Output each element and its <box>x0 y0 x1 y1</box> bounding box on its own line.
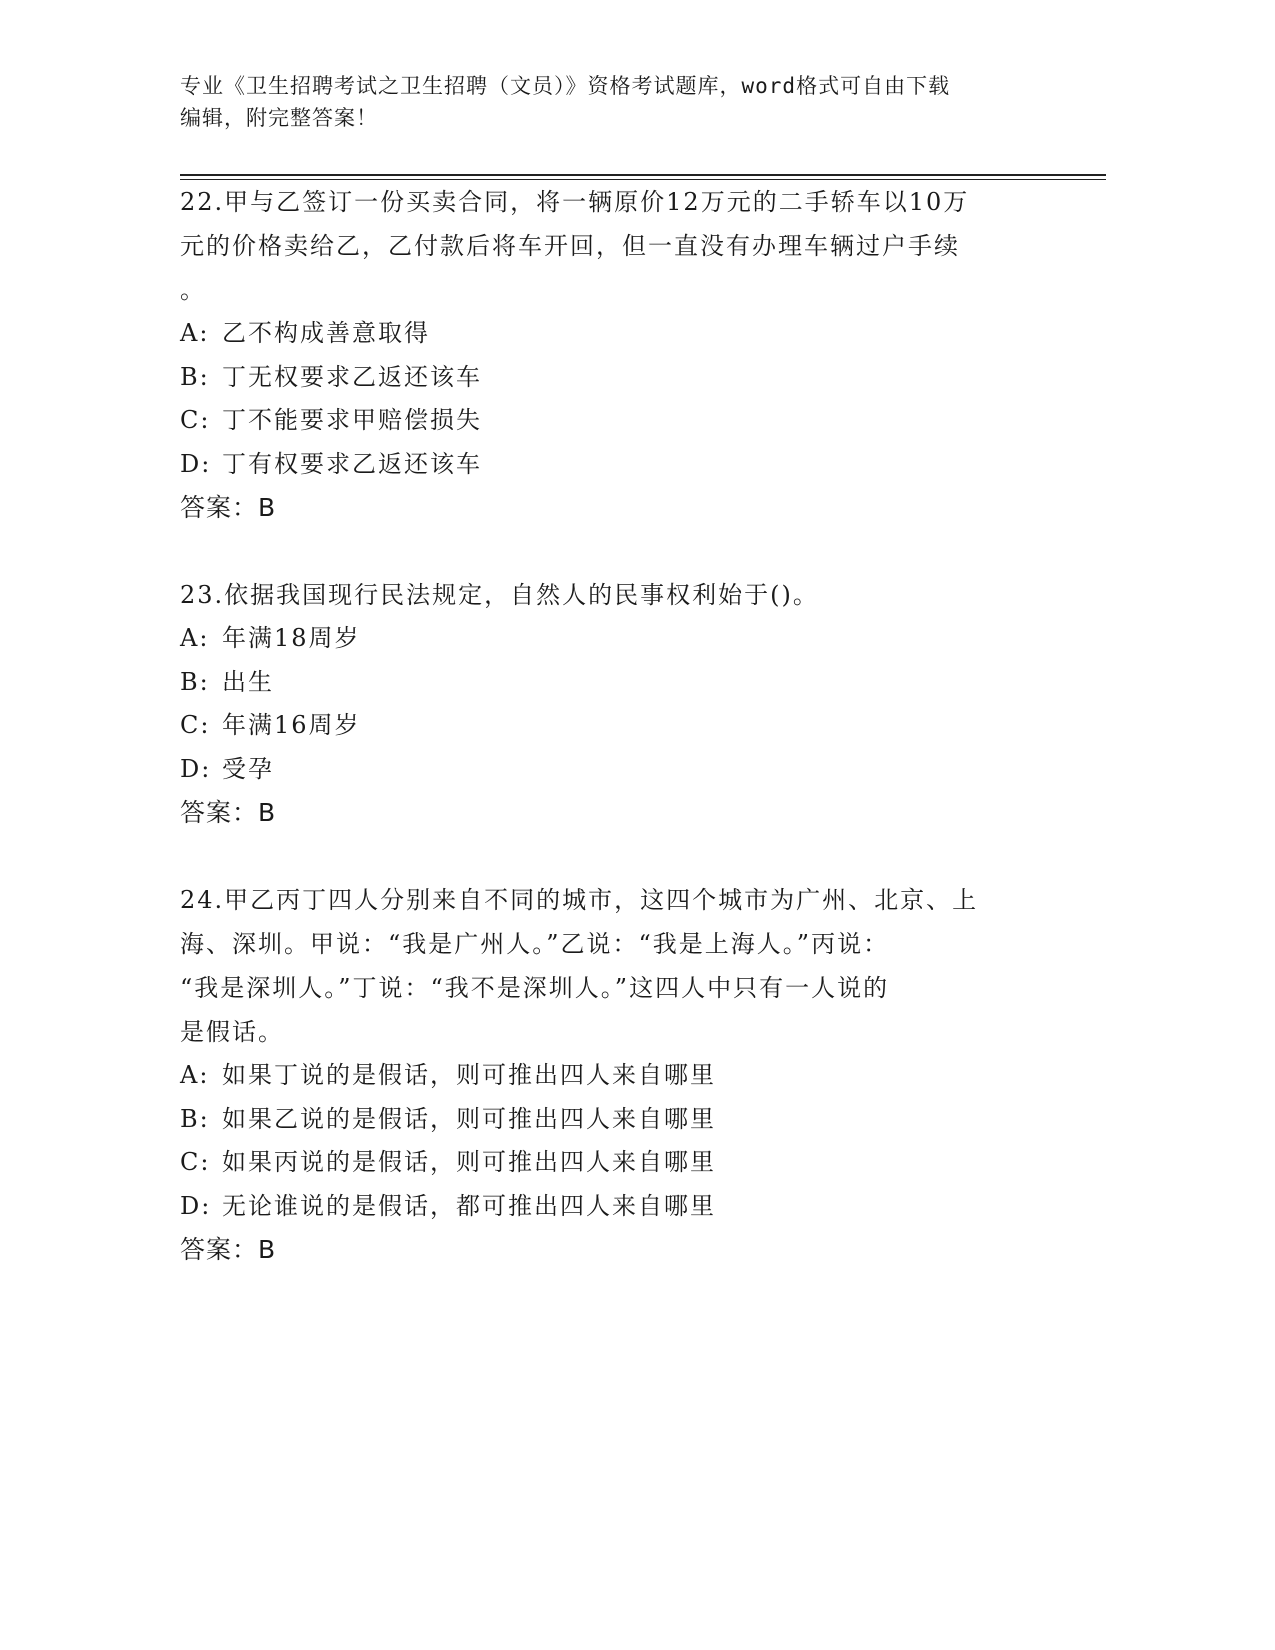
question-stem-line: 元的价格卖给乙，乙付款后将车开回，但一直没有办理车辆过户手续 <box>180 232 960 260</box>
option-c <box>180 399 1050 443</box>
question-23 <box>180 573 1050 835</box>
option-key: D: <box>180 754 212 783</box>
option-key: B: <box>180 667 210 696</box>
question-24 <box>180 878 1050 1272</box>
option-text: 如果丙说的是假话，则可推出四人来自哪里 <box>222 1148 716 1176</box>
question-stem-line: 。 <box>180 276 206 304</box>
option-text: 无论谁说的是假话，都可推出四人来自哪里 <box>222 1191 716 1220</box>
option-a <box>180 1054 1050 1098</box>
option-b <box>180 356 1050 400</box>
question-stem-line: 是假话。 <box>180 1018 284 1046</box>
option-key: A: <box>180 319 210 347</box>
option-c <box>180 704 1050 748</box>
option-key: C: <box>180 1148 211 1176</box>
option-a <box>180 312 1050 356</box>
option-key: A: <box>180 1061 210 1089</box>
answer-line: 答案：B <box>180 493 277 522</box>
option-text: 丁无权要求乙返还该车 <box>222 362 482 391</box>
option-key: B: <box>180 1104 210 1133</box>
header-line-1: 专业《卫生招聘考试之卫生招聘（文员）》资格考试题库，word格式可自由下载 <box>180 74 951 98</box>
option-a <box>180 617 1050 661</box>
option-text: 受孕 <box>222 754 274 783</box>
option-text: 丁不能要求甲赔偿损失 <box>222 406 482 434</box>
option-b <box>180 1098 1050 1142</box>
question-stem-line: 海、深圳。甲说：“我是广州人。”乙说：“我是上海人。”丙说： <box>180 930 890 958</box>
question-stem-line: 23.依据我国现行民法规定，自然人的民事权利始于()。 <box>180 581 819 609</box>
option-key: A: <box>180 624 210 652</box>
option-d <box>180 443 1050 487</box>
option-key: D: <box>180 449 212 478</box>
page-header <box>180 70 1060 134</box>
option-text: 如果乙说的是假话，则可推出四人来自哪里 <box>222 1104 716 1133</box>
question-stem-line: 22.甲与乙签订一份买卖合同，将一辆原价12万元的二手轿车以10万 <box>180 188 970 216</box>
option-key: D: <box>180 1191 212 1220</box>
option-text: 年满18周岁 <box>222 624 361 652</box>
option-key: C: <box>180 711 211 739</box>
option-text: 乙不构成善意取得 <box>222 319 430 347</box>
option-b <box>180 661 1050 705</box>
option-key: C: <box>180 406 211 434</box>
option-text: 出生 <box>222 667 274 696</box>
option-d <box>180 748 1050 792</box>
question-22 <box>180 180 1050 530</box>
option-d <box>180 1185 1050 1229</box>
answer-line: 答案：B <box>180 1235 277 1264</box>
option-text: 丁有权要求乙返还该车 <box>222 449 482 478</box>
option-c <box>180 1141 1050 1185</box>
option-text: 如果丁说的是假话，则可推出四人来自哪里 <box>222 1061 716 1089</box>
header-rule-thick <box>180 174 1106 176</box>
option-key: B: <box>180 362 210 391</box>
option-text: 年满16周岁 <box>222 711 361 739</box>
header-line-2: 编辑，附完整答案！ <box>180 106 378 130</box>
question-stem-line: “我是深圳人。”丁说：“我不是深圳人。”这四人中只有一人说的 <box>180 974 890 1002</box>
question-stem-line: 24.甲乙丙丁四人分别来自不同的城市，这四个城市为广州、北京、上 <box>180 886 979 914</box>
answer-line: 答案：B <box>180 798 277 827</box>
